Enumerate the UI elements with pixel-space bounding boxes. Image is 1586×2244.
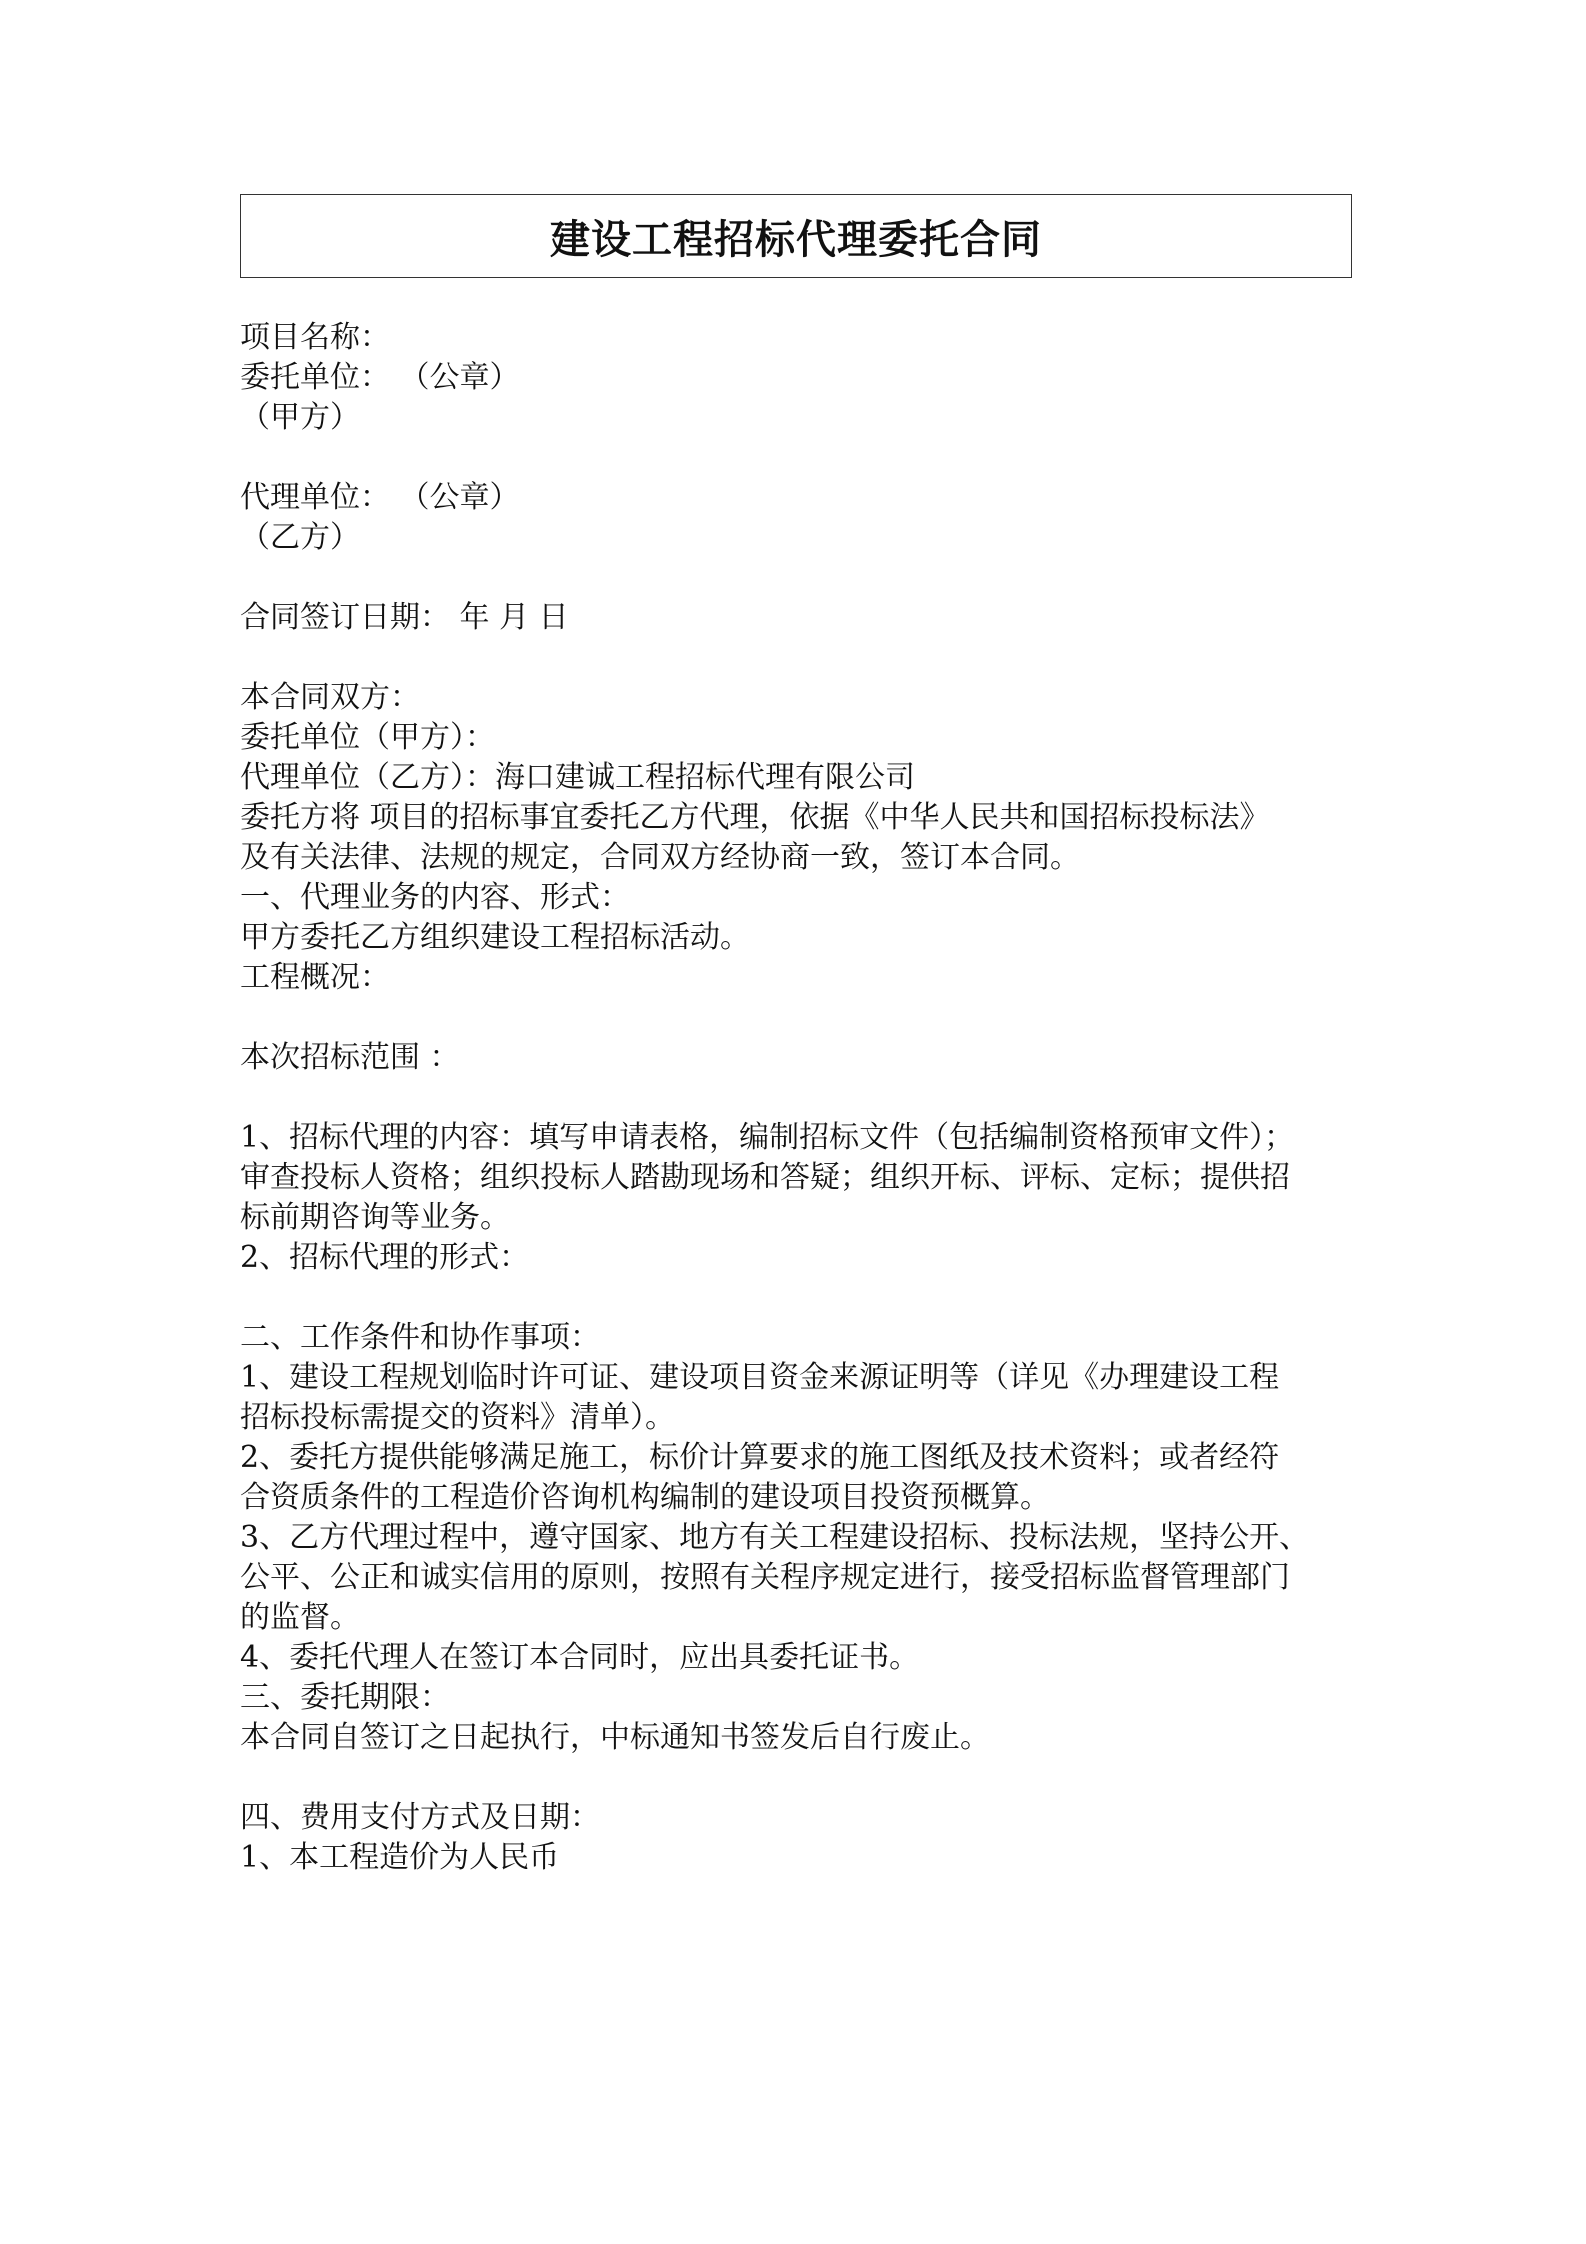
text-line: 本合同自签订之日起执行，中标通知书签发后自行废止。 <box>240 1720 990 1755</box>
text-line: 审查投标人资格；组织投标人踏勘现场和答疑；组织开标、评标、定标；提供招 <box>240 1160 1290 1195</box>
text-line: 二、工作条件和协作事项： <box>240 1320 600 1355</box>
blank-line <box>240 558 1360 598</box>
text-line: 代理单位（乙方）：海口建诚工程招标代理有限公司 <box>240 760 915 795</box>
text-line: 合资质条件的工程造价咨询机构编制的建设项目投资预概算。 <box>240 1480 1050 1515</box>
text-line: 4、委托代理人在签订本合同时，应出具委托证书。 <box>240 1640 920 1675</box>
text-line: 甲方委托乙方组织建设工程招标活动。 <box>240 920 750 955</box>
text-line: 项目名称： <box>240 320 390 355</box>
text-line: 3、乙方代理过程中，遵守国家、地方有关工程建设招标、投标法规，坚持公开、 <box>240 1520 1310 1555</box>
text-line: 本次招标范围 ： <box>240 1040 460 1075</box>
text-line: 三、委托期限： <box>240 1680 450 1715</box>
text-line: 四、费用支付方式及日期： <box>240 1800 600 1835</box>
blank-line <box>240 1078 1360 1118</box>
blank-line <box>240 998 1360 1038</box>
blank-line <box>240 1758 1360 1798</box>
title-box <box>240 194 1352 278</box>
text-line: 标前期咨询等业务。 <box>240 1200 510 1235</box>
text-line: 委托单位（甲方）： <box>240 720 495 755</box>
text-line: 委托方将 项目的招标事宜委托乙方代理，依据《中华人民共和国招标投标法》 <box>240 800 1270 835</box>
text-line: 2、招标代理的形式： <box>240 1240 530 1275</box>
text-line: 一、代理业务的内容、形式： <box>240 880 630 915</box>
text-line: 委托单位： （公章） <box>240 360 520 395</box>
text-line: 1、建设工程规划临时许可证、建设项目资金来源证明等（详见《办理建设工程 <box>240 1360 1280 1395</box>
text-line: 招标投标需提交的资料》清单）。 <box>240 1400 675 1435</box>
document-title: 建设工程招标代理委托合同 <box>550 215 1042 263</box>
text-line: 1、本工程造价为人民币 <box>240 1840 560 1875</box>
blank-line <box>240 438 1360 478</box>
text-line: 的监督。 <box>240 1600 360 1635</box>
text-line: （乙方） <box>240 520 360 555</box>
text-line: 公平、公正和诚实信用的原则，按照有关程序规定进行，接受招标监督管理部门 <box>240 1560 1290 1595</box>
text-line: 及有关法律、法规的规定，合同双方经协商一致，签订本合同。 <box>240 840 1080 875</box>
text-line: 工程概况： <box>240 960 390 995</box>
text-line: 代理单位： （公章） <box>240 480 520 515</box>
contract-body <box>240 318 1360 1878</box>
text-line: 2、委托方提供能够满足施工，标价计算要求的施工图纸及技术资料；或者经符 <box>240 1440 1280 1475</box>
blank-line <box>240 638 1360 678</box>
blank-line <box>240 1278 1360 1318</box>
text-line: 本合同双方： <box>240 680 420 715</box>
text-line: 1、招标代理的内容：填写申请表格，编制招标文件（包括编制资格预审文件）； <box>240 1120 1295 1155</box>
text-line: 合同签订日期： 年 月 日 <box>240 600 569 635</box>
text-line: （甲方） <box>240 400 360 435</box>
